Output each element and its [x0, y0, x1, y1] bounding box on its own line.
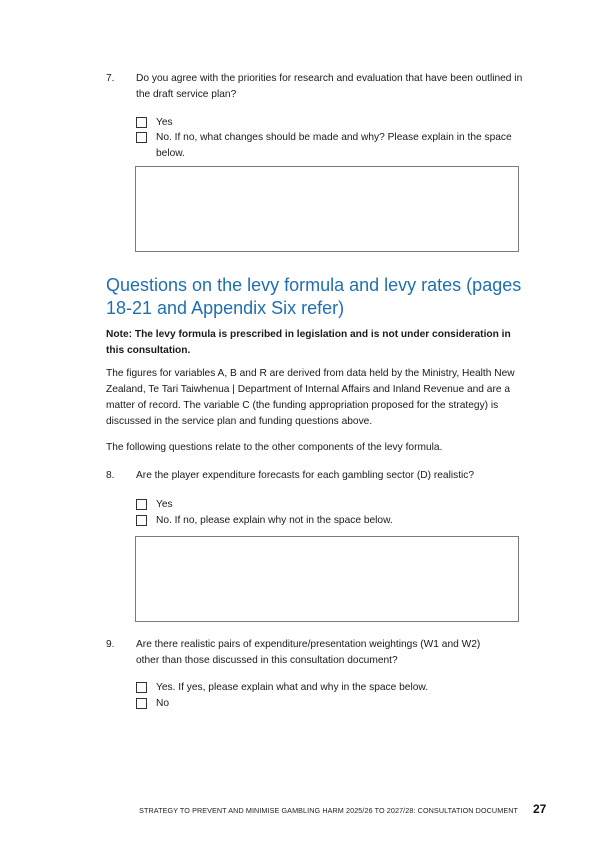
- q9-option-no[interactable]: [136, 696, 526, 712]
- checkbox[interactable]: [136, 698, 147, 709]
- q8-option-no-label: No. If no, please explain why not in the space below.: [156, 515, 393, 526]
- q7-option-no-label: No. If no, what changes should be made and why? Please explain in the space below.: [156, 132, 512, 159]
- question-9-text: Are there realistic pairs of expenditure/presentation weightings (W1 and W2) other than those discussed in this consultation document?: [136, 639, 481, 666]
- q7-option-yes-label: Yes: [156, 117, 173, 128]
- checkbox[interactable]: [136, 515, 147, 526]
- question-9-number: 9.: [106, 639, 115, 650]
- checkbox[interactable]: [136, 117, 147, 128]
- checkbox[interactable]: [136, 132, 147, 143]
- q7-answer-box[interactable]: [135, 166, 519, 252]
- q8-option-yes[interactable]: [136, 497, 526, 513]
- levy-paragraph-1: The figures for variables A, B and R are derived from data held by the Ministry, Health New Zealand, Te Tari Taiwhenua | Department of Internal Affairs and Inland Revenue and are a matter of record. The variable C (the funding appropriation proposed for the strategy) is discussed in the service plan and funding questions above.: [106, 368, 515, 427]
- q9-option-yes[interactable]: [136, 680, 526, 696]
- question-8-text: Are the player expenditure forecasts for each gambling sector (D) realistic?: [136, 470, 475, 481]
- q8-option-yes-label: Yes: [156, 499, 173, 510]
- page-number: 27: [533, 802, 547, 816]
- checkbox[interactable]: [136, 682, 147, 693]
- section-heading: Questions on the levy formula and levy rates (pages 18-21 and Appendix Six refer): [106, 275, 522, 318]
- q8-answer-box[interactable]: [135, 536, 519, 622]
- question-7-number: 7.: [106, 73, 115, 84]
- q8-option-no[interactable]: [136, 513, 526, 529]
- q9-option-yes-label: Yes. If yes, please explain what and why in the space below.: [156, 682, 429, 693]
- q9-option-no-label: No: [156, 698, 170, 709]
- footer-text: STRATEGY TO PREVENT AND MINIMISE GAMBLING HARM 2025/26 TO 2027/28: CONSULTATION DOCUMENT: [139, 806, 518, 815]
- q7-option-yes[interactable]: [136, 115, 526, 131]
- question-7-text: Do you agree with the priorities for research and evaluation that have been outlined in the draft service plan?: [136, 73, 523, 100]
- q7-option-no[interactable]: [136, 130, 526, 162]
- checkbox[interactable]: [136, 499, 147, 510]
- levy-paragraph-2: The following questions relate to the other components of the levy formula.: [106, 442, 443, 453]
- levy-note: Note: The levy formula is prescribed in legislation and is not under consideration in this consultation.: [106, 329, 511, 356]
- question-8-number: 8.: [106, 470, 115, 481]
